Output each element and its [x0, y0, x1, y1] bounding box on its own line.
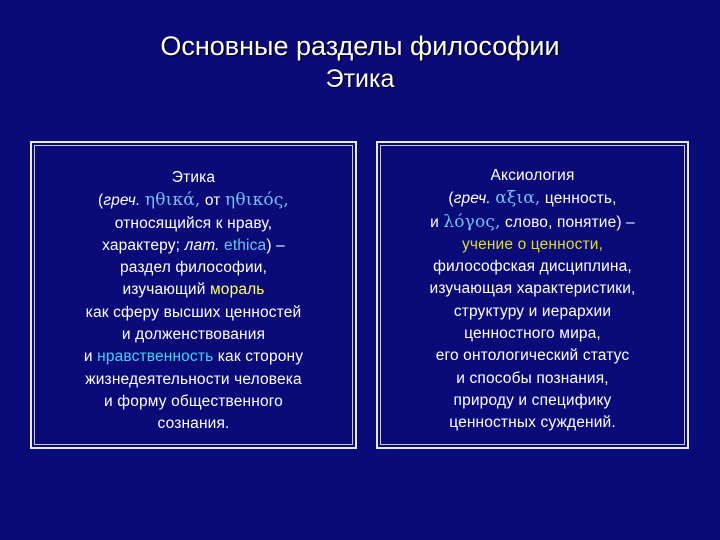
ethics-line-6: изучающий мораль — [122, 281, 265, 299]
axiology-line-9: его онтологический статус — [435, 347, 630, 365]
ethics-line-5: раздел философии, — [119, 259, 268, 277]
axiology-line-7: структуру и иерархии — [453, 302, 612, 320]
axiology-line-5: философская дисциплина, — [433, 258, 632, 276]
axiology-card-text — [378, 165, 687, 435]
ethics-line-2: (греч. ηθικά, от ηθικός, — [98, 190, 289, 211]
ethics-line-4: характеру; лат. ethica) – — [102, 236, 285, 254]
moral-highlight: мораль — [210, 281, 265, 299]
ethics-line-7: как сферу высших ценностей — [85, 303, 302, 321]
ethics-card-text — [32, 167, 355, 436]
ethics-line-9: и нравственность как сторону — [83, 348, 304, 366]
axiology-line-10: и способы познания, — [456, 369, 609, 387]
axiology-line-4: учение о ценности, — [461, 235, 604, 253]
ethics-card — [30, 141, 357, 449]
ethics-line-10: жизнедеятельности человека — [85, 370, 302, 388]
axiology-heading: Аксиология — [490, 167, 575, 184]
ethics-line-12: сознания. — [157, 415, 230, 433]
ethics-line-3: относящийся к нраву, — [114, 214, 273, 232]
axiology-line-2: (греч. αξια, ценность, — [448, 188, 617, 209]
slide-subtitle: Этика — [325, 65, 395, 93]
ethics-heading: Этика — [171, 169, 216, 186]
slide-title: Основные разделы философии — [160, 31, 560, 61]
axiology-line-3: и λόγος, слово, понятие) – — [430, 211, 635, 232]
axiology-card — [376, 141, 689, 449]
axiology-line-11: природу и специфику — [453, 391, 612, 409]
axiology-line-8: ценностного мира, — [464, 325, 601, 343]
ethics-line-8: и долженствования — [121, 326, 266, 344]
axiology-line-12: ценностных суждений. — [449, 414, 616, 432]
axiology-line-6: изучающая характеристики, — [429, 280, 636, 298]
ethics-line-11: и форму общественного — [104, 392, 283, 410]
morality-highlight: нравственность — [97, 348, 214, 366]
